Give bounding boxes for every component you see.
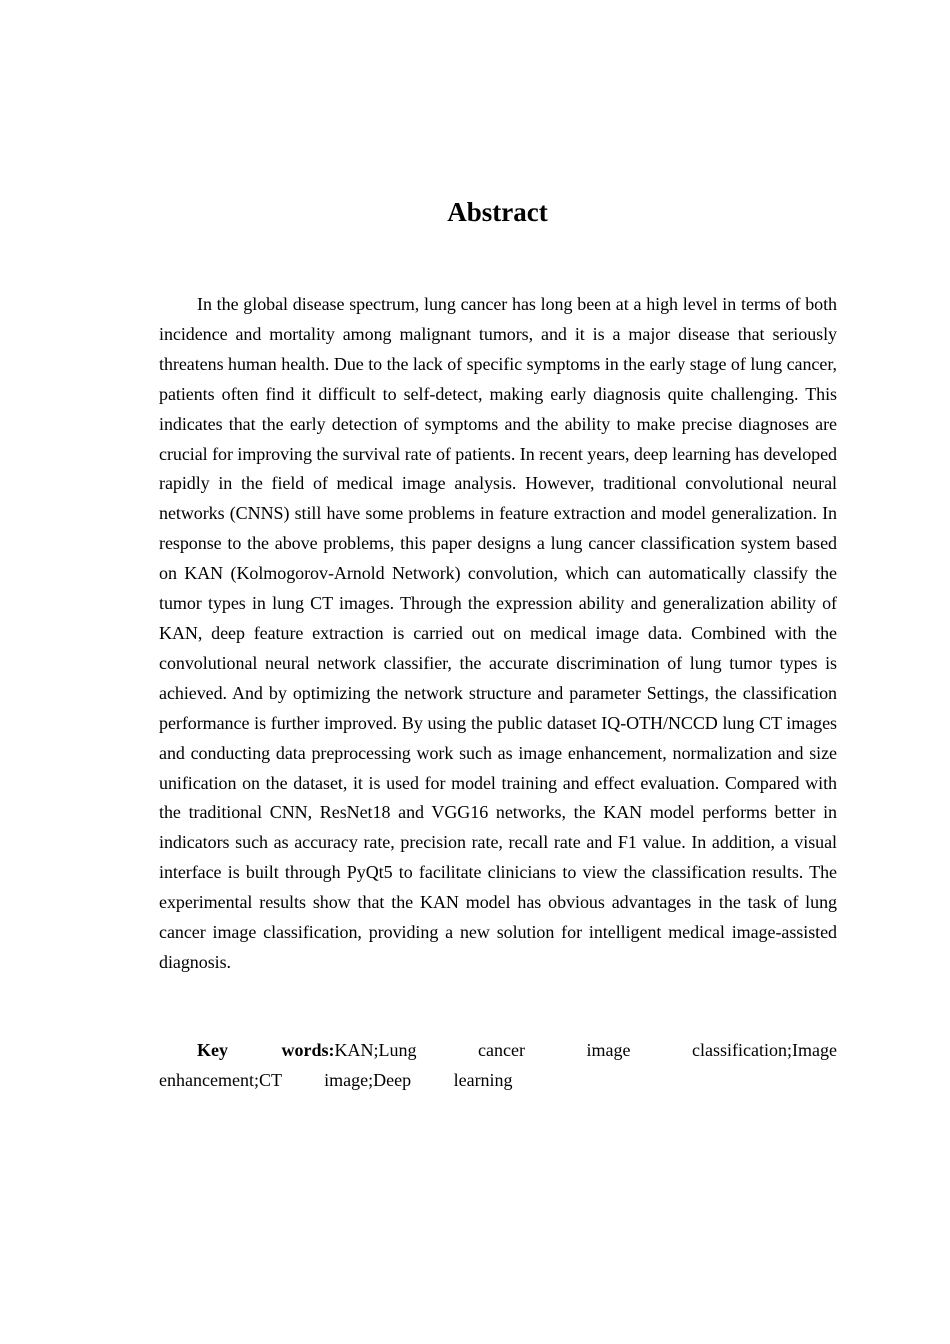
keywords-label: Key words: <box>197 1040 335 1060</box>
keywords-paragraph <box>159 1036 837 1096</box>
abstract-body: In the global disease spectrum, lung cancer has long been at a high level in terms of both incidence and mortality among malignant tumors, and it is a major disease that seriously threatens human health. Due to the lack of specific symptoms in the early stage of lung cancer, patients often find it difficult to self-detect, making early diagnosis quite challenging. This indicates that the early detection of symptoms and the ability to make precise diagnoses are crucial for improving the survival rate of patients. In recent years, deep learning has developed rapidly in the field of medical image analysis. However, traditional convolutional neural networks (CNNS) still have some problems in feature extraction and model generalization. In response to the above problems, this paper designs a lung cancer classification system based on KAN (Kolmogorov-Arnold Network) convolution, which can automatically classify the tumor types in lung CT images. Through the expression ability and generalization ability of KAN, deep feature extraction is carried out on medical image data. Combined with the convolutional neural network classifier, the accurate discrimination of lung tumor types is achieved. And by optimizing the network structure and parameter Settings, the classification performance is further improved. By using the public dataset IQ-OTH/NCCD lung CT images and conducting data preprocessing work such as image enhancement, normalization and size unification on the dataset, it is used for model training and effect evaluation. Compared with the traditional CNN, ResNet18 and VGG16 networks, the KAN model performs better in indicators such as accuracy rate, precision rate, recall rate and F1 value. In addition, a visual interface is built through PyQt5 to facilitate clinicians to view the classification results. The experimental results show that the KAN model has obvious advantages in the task of lung cancer image classification, providing a new solution for intelligent medical image-assisted diagnosis. <box>159 294 837 972</box>
keywords-text: KAN;Lung cancer image classification;Image enhancement;CT image;Deep learning <box>159 1040 837 1090</box>
abstract-title: Abstract <box>447 197 548 227</box>
